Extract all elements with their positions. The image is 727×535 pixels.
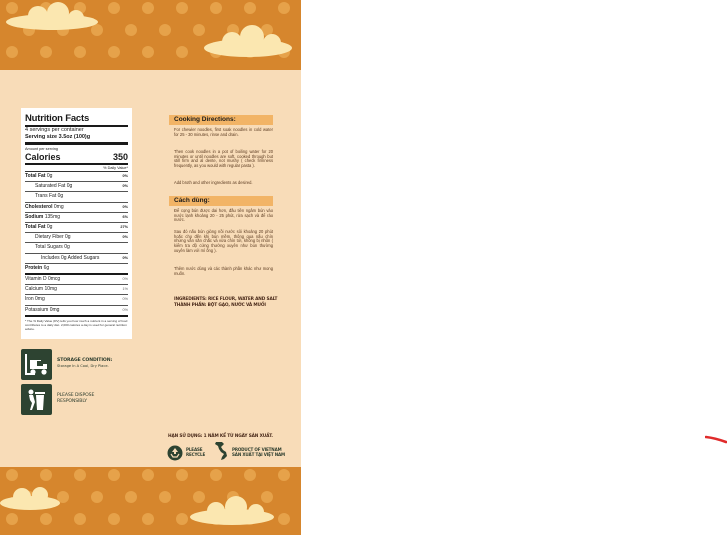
nutrient-dv: 0% [122,184,128,189]
nutrient-amount: 0g [66,183,73,190]
dispose-text [57,393,94,405]
nutrient-amount: 0g [65,234,71,241]
nutrient-amount: 0g [57,193,64,200]
nutrient-row [25,243,128,253]
storage-forklift-icon [21,349,52,380]
vitamin-label: Calcium [25,286,44,293]
nutrient-label: Saturated Fat [35,183,66,190]
serving-size-label: Serving size [25,134,58,140]
nutrient-row [25,264,128,275]
nutrient-amount: 0g [46,224,53,231]
nutrient-row [25,223,128,233]
origin-line1: PRODUCT OF VIETNAM [232,447,282,452]
cooking-paragraph: For chewier noodles, first soak noodles in cold water for 25 - 30 minutes, rinse and drain. [174,127,273,137]
top-pattern-svg [0,0,301,70]
cooking-paragraph-vi: Để cọng bún được dai hơn, đầu tiên ngâm bún vào nước lạnh khoảng 20 - 25 phút, rửa sạch và để ráo nước. [174,208,273,223]
storage-text [57,358,112,369]
nutrient-row [25,213,128,223]
recycle-line1: PLEASE [186,447,203,452]
vitamin-amount: 10mg [44,286,57,293]
nutrient-dv: 0% [122,204,128,209]
nutrient-label: Includes 0g Added Sugars [41,254,100,261]
nutrient-label: Trans Fat [35,193,57,200]
calories-value: 350 [112,152,128,162]
dispose-bin-icon [21,384,52,415]
nutrient-label: Protein [25,264,43,271]
vitamin-dv: 0% [122,307,128,312]
vitamin-row [25,275,128,285]
bottom-pattern-svg [0,467,301,535]
nutrient-row [25,182,128,192]
cooking-paragraph-vi: Sau đó nấu bún giòng nồi nước sôi khoảng 20 phút hoặc cho đến khi bún mềm, thông qua nấu chín nhưng vẫn săn chắc và vừa chín tới, không bị nhũn ( kiểm tra độ cứng thường xuyên như bún thường xuyên làm với mì ống ). [174,229,273,253]
vitamin-row [25,295,128,305]
nutrient-dv: 6% [122,214,128,219]
amount-per-serving: Amount per serving [25,147,58,151]
nutrition-title: Nutrition Facts [25,113,128,127]
recycle-icon [167,445,183,461]
cooking-directions-header: Cooking Directions: [169,115,273,125]
nutrient-label: Cholesterol [25,203,53,210]
nutrient-dv: 0% [122,235,128,240]
ingredients-vi: THÀNH PHẦN: BỘT GẠO, NƯỚC VÀ MUỐI [174,303,266,308]
storage-description: Storage In A Cool, Dry Place. [57,364,109,368]
recycle-text [186,447,205,457]
nutrient-amount: 0mg [53,203,64,210]
cloud-bottom-left [0,487,60,510]
calories-row [25,152,128,165]
serving-size-value: 3.5oz (100)g [58,134,91,140]
nutrient-row [25,254,128,264]
vitamin-row [25,306,128,317]
nutrient-label: Dietary Fiber [35,234,64,241]
cloud-right [204,25,292,57]
nutrient-amount: 0g [64,244,70,251]
vitamin-label: Iron [25,296,34,303]
vitamin-dv: 0% [122,277,128,282]
daily-value-footnote: * The % Daily Value (DV) tells you how much a nutrient in a serving of food contributes to a daily diet. 2,000 calories a day is used for general nutrition advice. [25,318,128,331]
red-pen-mark [705,434,727,444]
nutrient-row [25,203,128,213]
bottom-pattern-band [0,467,301,535]
nutrient-amount: 135mg [44,213,61,220]
ingredients [174,297,289,309]
nutrient-row [25,233,128,243]
cooking-paragraph: Add broth and other ingredients as desired. [174,180,253,185]
vitamin-amount: 0mg [35,296,45,303]
nutrition-facts-label [21,108,132,339]
nutrient-row [25,192,128,202]
package-back-panel [0,0,301,535]
daily-value-header: % Daily Value* [25,165,128,172]
dispose-line2: RESPONSIBLY [57,399,87,404]
vietnam-map-icon [213,441,231,461]
cooking-paragraph-vi: Thêm nước dùng và các thành phần khác như mong muốn. [174,266,273,276]
nutrient-amount: 0g [46,173,53,179]
nutrient-label: Total Fat [25,173,46,179]
vitamin-amount: 0mcg [47,276,61,283]
nutrient-label: Total Fat [25,224,46,231]
servings-per-container: 4 servings per container [25,127,84,133]
calories-label: Calories [25,152,61,162]
cooking-directions-header-vi: Cách dùng: [169,196,273,206]
nutrient-row [25,172,128,182]
vitamin-label: Potassium [25,306,49,313]
vitamin-row [25,285,128,295]
vitamin-dv: 1% [122,287,128,292]
shelf-life: HẠN SỬ DỤNG: 1 NĂM KỂ TỪ NGÀY SẢN XUẤT. [168,434,273,439]
nutrient-label: Sodium [25,213,44,220]
nutrient-dv: 0% [122,174,128,178]
vitamin-label: Vitamin D [25,276,47,283]
origin-text [232,447,285,457]
serving-size [25,134,128,145]
nutrient-dv: 0% [122,255,128,260]
origin-line2: SẢN XUẤT TẠI VIỆT NAM [232,452,285,458]
nutrient-amount: 6g [43,264,50,271]
recycle-line2: RECYCLE [186,452,206,458]
top-pattern-band [0,0,301,70]
dispose-line1: PLEASE DISPOSE [57,393,95,398]
ingredients-en: INGREDIENTS: RICE FLOUR, WATER AND SALT [174,297,278,302]
nutrient-dv: 27% [120,225,128,230]
nutrient-label: Total Sugars [35,244,63,251]
cooking-paragraph: Then cook noodles in a pot of boiling water for 20 minutes or until noodles are soft, cooked through but still firm and al dente, not mushy ( check firmness frequently, as you would with regular pasta ). [174,149,273,169]
storage-title: STORAGE CONDITION: [57,358,113,363]
vitamin-amount: 0mg [49,306,60,313]
vitamin-dv: 0% [122,297,128,302]
